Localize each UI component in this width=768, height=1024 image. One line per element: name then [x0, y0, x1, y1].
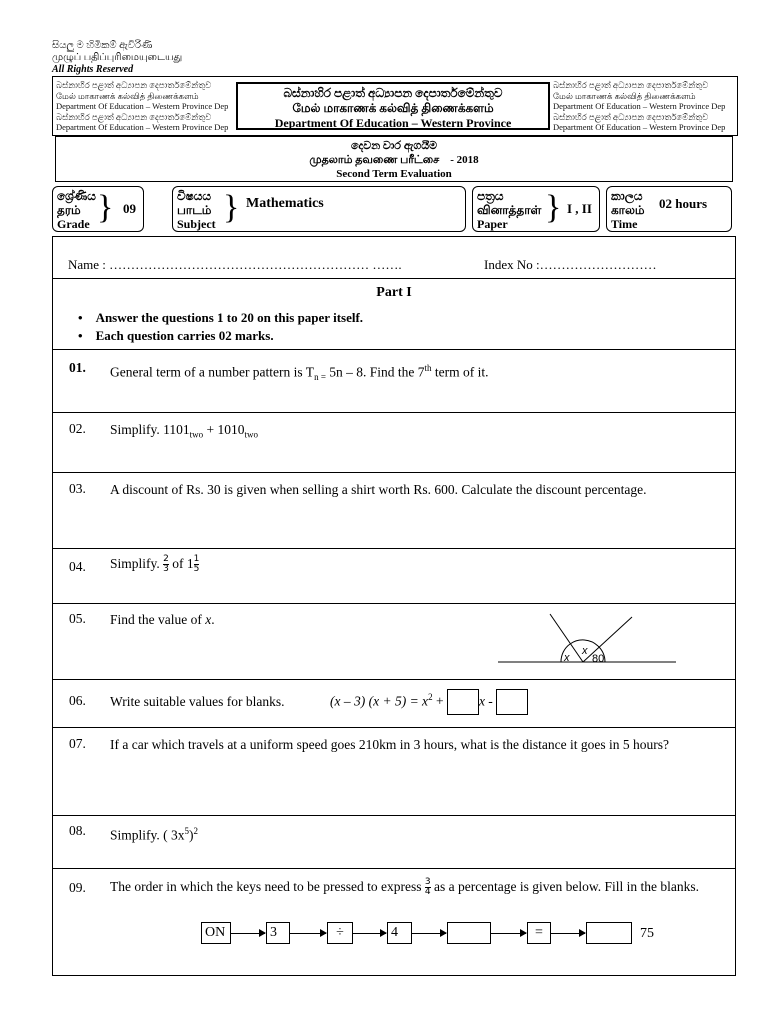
q3-text: A discount of Rs. 30 is given when selling a shirt worth Rs. 600. Calculate the discount percentage.	[110, 482, 647, 497]
q2-number: 02.	[69, 421, 86, 436]
q6-blank-1[interactable]	[447, 689, 479, 715]
instruction-2: • Each question carries 02 marks.	[78, 328, 274, 343]
q5-text: Find the value of x.	[110, 612, 215, 627]
q4-number: 04.	[69, 559, 86, 574]
subject-box: විෂයය பாடம் Subject } Mathematics	[172, 186, 466, 232]
q6-expression: (x – 3) $(x + 5) = x^2 + x$ -	[330, 689, 528, 715]
q7-text: If a car which travels at a uniform speed goes 210km in 3 hours, what is the distance it goes in 5 hours?	[110, 737, 669, 752]
angle-label-x1: x	[564, 652, 570, 664]
exam-tamil: முதலாம் தவணை பரீட்சை	[309, 154, 440, 166]
subject-value: Mathematics	[246, 196, 324, 211]
exam-sinhala: දෙවන වාර ඇගයීම	[350, 140, 438, 152]
q5-number: 05.	[69, 611, 86, 626]
grade-box: ශ්‍රේණිය தரம் Grade } 09	[52, 186, 144, 232]
q6-number: 06.	[69, 693, 86, 708]
angle-label-x2: x	[582, 645, 588, 657]
department-english: Department Of Education – Western Province	[274, 116, 512, 130]
key-divide: ÷	[327, 922, 353, 944]
department-tamil: மேல் மாகாணக் கல்வித் திணைக்களம்	[292, 101, 494, 115]
q1-number: 01.	[69, 360, 86, 375]
grade-value: 09	[123, 201, 136, 216]
rights-notice	[52, 40, 182, 76]
divider	[52, 815, 736, 816]
angle-label-80: 80	[592, 653, 605, 665]
key-3: 3	[266, 922, 290, 944]
divider	[52, 548, 736, 549]
part-title: Part I	[376, 285, 412, 300]
rights-tamil: முழுப் பதிப்புரிமையுடையது	[52, 52, 183, 63]
rights-english: All Rights Reserved	[52, 64, 134, 75]
angle-diagram	[498, 612, 678, 668]
q8-number: 08.	[69, 823, 86, 838]
q1-text: General term of a number pattern is $T_{n =}$ 5n – 8. Find the 7th term of it.	[110, 363, 489, 383]
q8-text: Simplify. ( $3x^5)^2$	[110, 826, 199, 843]
divider	[52, 412, 736, 413]
divider	[52, 679, 736, 680]
divider	[52, 472, 736, 473]
q7-number: 07.	[69, 736, 86, 751]
q4-text: Simplify. $\frac{2}{3}$ of 1 $\frac{1}{5}$	[110, 554, 200, 575]
divider	[52, 727, 736, 728]
key-4: 4	[387, 922, 412, 944]
exam-year: - 2018	[450, 154, 479, 166]
q9-result: 75	[640, 926, 654, 941]
divider	[52, 278, 736, 279]
q3-number: 03.	[69, 481, 86, 496]
key-equals: =	[527, 922, 551, 944]
watermark-right: බස්නාහිර පළාත් අධ්‍යාපන දෙපාර්තමේන්තුව மேல் மாகாணக் கல்வித் திணைக்களம் Department Of Education – Western Province Dep බස්නාහිර පළාත් අධ්‍යාපන දෙපාර්තමේන්තුව Department Of Education – Western Province Dep	[553, 80, 726, 132]
arrow-icon	[353, 933, 386, 934]
question-paper	[52, 236, 736, 976]
watermark-left: බස්නාහිර පළාත් අධ්‍යාපන දෙපාර්තමේන්තුව மேல் மாகாணக் கல்வித் திணைக்களம் Department Of Education – Western Province Dep බස්නාහිර පළාත් අධ්‍යාපන දෙපාර්තමේන්තුව Department Of Education – Western Province Dep	[56, 80, 229, 132]
divider	[52, 603, 736, 604]
name-field[interactable]: Name : …………………………………………………… …….	[68, 257, 402, 272]
q9-number: 09.	[69, 880, 86, 895]
q9-text: The order in which the keys need to be pressed to express $\frac{3}{4}$ as a percentage is given below. Fill in the blanks.	[110, 877, 699, 898]
arrow-icon	[551, 933, 585, 934]
key-blank-1[interactable]	[447, 922, 491, 944]
department-sinhala: බස්නාහිර පළාත් අධ්‍යාපන දෙපාර්තමේන්තුව	[283, 86, 503, 100]
rights-sinhala: සියලු ම හිමිකම් ඇවිරිණි	[52, 40, 153, 51]
instruction-1: • Answer the questions 1 to 20 on this paper itself.	[78, 310, 364, 325]
arrow-icon	[412, 933, 446, 934]
paper-box: පත්‍රය வினாத்தாள் Paper } I , II	[472, 186, 600, 232]
arrow-icon	[231, 933, 265, 934]
key-on: ON	[201, 922, 231, 944]
q2-text: Simplify. $1101_{two} + 1010_{two}$	[110, 422, 259, 440]
department-title	[236, 82, 550, 130]
arrow-icon	[290, 933, 326, 934]
q6-text: Write suitable values for blanks.	[110, 694, 285, 709]
divider	[52, 868, 736, 869]
key-blank-2[interactable]	[586, 922, 632, 944]
index-field[interactable]: Index No :………………………	[484, 257, 657, 272]
divider	[52, 349, 736, 350]
exam-title	[55, 136, 733, 182]
paper-value: I , II	[567, 201, 592, 216]
time-value: 02 hours	[659, 196, 708, 211]
q6-blank-2[interactable]	[496, 689, 528, 715]
exam-english: Second Term Evaluation	[336, 168, 452, 180]
arrow-icon	[491, 933, 526, 934]
time-box: කාලය காலம் Time 02 hours	[606, 186, 732, 232]
